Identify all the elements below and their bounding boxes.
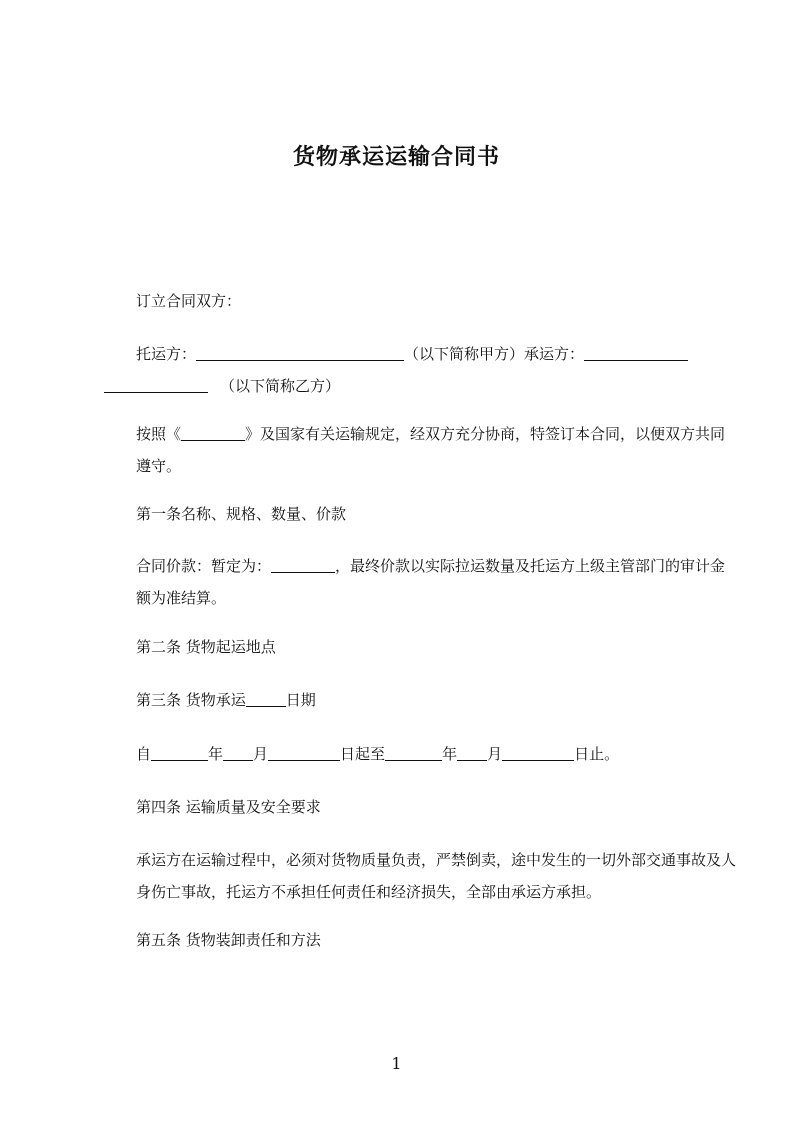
- end-month-label: 月: [487, 745, 503, 763]
- shipper-note: （以下简称甲方）: [404, 345, 525, 363]
- parties-paragraph: [104, 338, 736, 402]
- article-3-post: 日期: [285, 691, 316, 709]
- end-month-blank[interactable]: [457, 746, 487, 761]
- document-title: 货物承运运输合同书: [292, 145, 500, 170]
- end-year-blank[interactable]: [385, 746, 442, 761]
- price-paragraph: [104, 550, 736, 614]
- basis-paragraph: [104, 418, 736, 482]
- article-1-title: 第一条名称、规格、数量、价款: [136, 505, 347, 523]
- price-blank[interactable]: [271, 558, 335, 573]
- page-number: 1: [391, 1054, 402, 1073]
- shipper-blank[interactable]: [196, 346, 404, 361]
- start-month-label: 月: [253, 745, 269, 763]
- end-day-blank[interactable]: [502, 746, 574, 761]
- article-5-title: 第五条 货物装卸责任和方法: [136, 931, 321, 949]
- start-day-label: 日起至: [340, 745, 386, 763]
- end-day-label: 日止。: [574, 745, 620, 763]
- basis-post: 》及国家有关运输规定，经双方充分协商，特签订本合同，以便双方共同遵守。: [136, 425, 726, 475]
- date-range-line: [104, 738, 736, 770]
- start-year-label: 年: [208, 745, 224, 763]
- start-month-blank[interactable]: [223, 746, 253, 761]
- carrier-note: （以下简称乙方）: [220, 377, 341, 395]
- article-4-title: 第四条 运输质量及安全要求: [136, 798, 321, 816]
- article-3-title: [104, 684, 736, 716]
- shipper-label: 托运方：: [136, 345, 197, 363]
- article-4-body: 承运方在运输过程中，必须对货物质量负责，严禁倒卖，途中发生的一切外部交通事故及人身伤亡事故，托运方不承担任何责任和经济损失，全部由承运方承担。: [136, 851, 737, 901]
- article-3-pre: 第三条 货物承运: [136, 691, 246, 709]
- price-pre: 合同价款：暂定为：: [136, 557, 272, 575]
- date-from-label: 自: [136, 745, 152, 763]
- price-post: ，最终价款以实际拉运数量及托运方上级主管部门的审计金额为准结算。: [136, 557, 726, 607]
- start-year-blank[interactable]: [151, 746, 208, 761]
- end-year-label: 年: [442, 745, 458, 763]
- article-2-title: 第二条 货物起运地点: [136, 638, 276, 656]
- article-3-blank[interactable]: [246, 692, 286, 707]
- parties-intro: 订立合同双方：: [136, 292, 242, 310]
- basis-blank[interactable]: [181, 426, 245, 441]
- start-day-blank[interactable]: [268, 746, 340, 761]
- carrier-blank-2[interactable]: [104, 378, 208, 393]
- carrier-blank-1[interactable]: [584, 346, 688, 361]
- carrier-label: 承运方：: [524, 345, 585, 363]
- basis-pre: 按照《: [136, 425, 182, 443]
